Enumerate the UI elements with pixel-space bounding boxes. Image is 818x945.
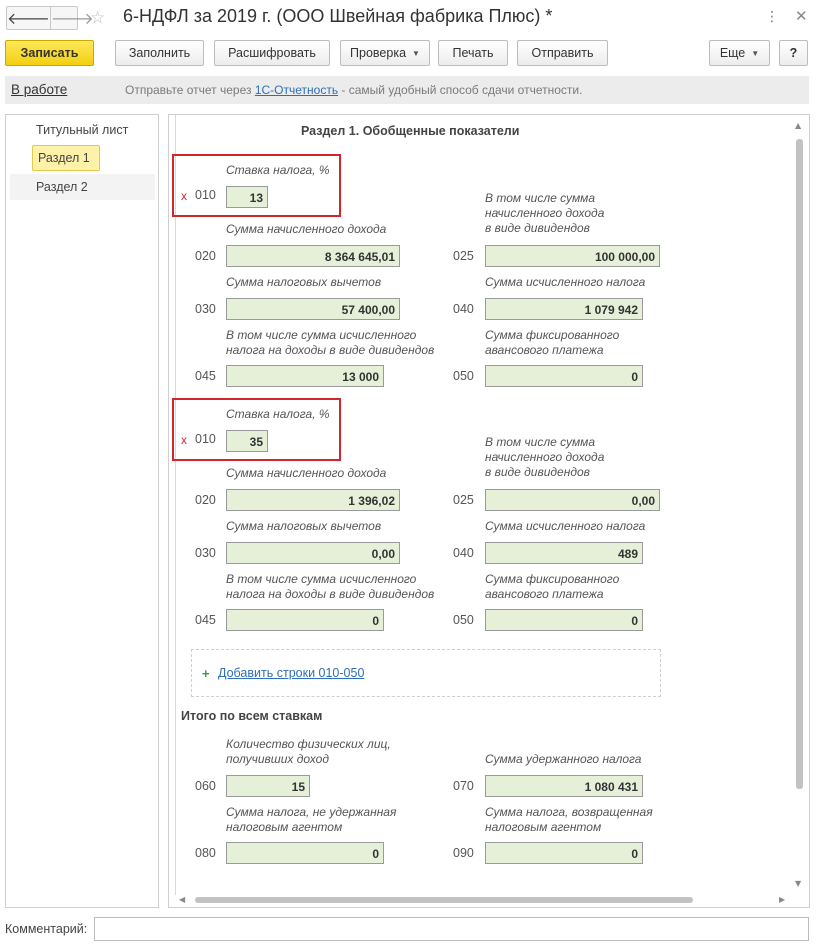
totals-title: Итого по всем ставкам [181,709,323,723]
line-code: 010 [195,188,216,202]
title-bar [0,0,818,36]
back-button[interactable] [7,7,51,29]
label-line: авансового платежа [485,343,604,357]
star-icon[interactable]: ☆ [90,8,106,28]
info-text-before: Отправьте отчет через [125,83,255,97]
label-line: Сумма фиксированного [485,328,620,342]
scroll-up-icon[interactable]: ▲ [795,121,802,130]
label-line: получивших доход [226,752,329,766]
add-rows-link[interactable]: Добавить строки 010-050 [218,666,365,680]
advance-input[interactable]: 0 [485,365,643,387]
dividend-income-input[interactable]: 100 000,00 [485,245,660,267]
line-code: 045 [195,369,216,383]
comment-input[interactable] [94,917,809,941]
income-input[interactable]: 8 364 645,01 [226,245,400,267]
help-button[interactable]: ? [779,40,808,66]
rate-label: Ставка налога, % [226,163,330,177]
arrow-right-icon: 🡒 [50,9,94,28]
income-input[interactable]: 1 396,02 [226,489,400,511]
remove-block-button[interactable]: x [181,189,187,203]
scroll-left-icon[interactable]: ◀ [179,895,186,904]
withheld-label: Сумма удержанного налога [485,752,642,766]
returned-input[interactable]: 0 [485,842,643,864]
income-label: Сумма начисленного дохода [226,466,387,480]
reporting-link[interactable]: 1С-Отчетность [254,83,339,97]
save-button[interactable]: Записать [5,40,94,66]
not-withheld-label [226,805,396,835]
deductions-input[interactable]: 57 400,00 [226,298,400,320]
forward-button[interactable] [51,7,94,29]
line-code: 040 [453,546,474,560]
print-button[interactable]: Печать [438,40,508,66]
scroll-right-icon[interactable]: ▶ [779,895,786,904]
label-line: В том числе сумма [485,435,596,449]
label-line: Сумма налога, не удержанная [226,805,397,819]
horizontal-scroll-thumb[interactable] [195,897,693,903]
rate-label: Ставка налога, % [226,407,330,421]
line-code: 070 [453,779,474,793]
add-rows-area [191,649,661,697]
advance-label [485,572,619,602]
line-code: 025 [453,493,474,507]
label-line: Количество физических лиц, [226,737,391,751]
check-label: Проверка [350,46,407,60]
label-line: в виде дивидендов [485,465,590,479]
vertical-scroll-thumb[interactable] [796,139,803,789]
chevron-down-icon: ▼ [751,48,760,58]
fill-button[interactable]: Заполнить [115,40,204,66]
report-form [168,114,810,908]
history-nav [6,6,94,30]
line-code: 050 [453,369,474,383]
dividend-tax-label [226,572,434,602]
line-code: 020 [195,493,216,507]
label-line: Сумма налога, возвращенная [485,805,653,819]
info-message [125,83,582,97]
not-withheld-input[interactable]: 0 [226,842,384,864]
horizontal-scrollbar[interactable] [179,895,789,905]
dividend-income-input[interactable]: 0,00 [485,489,660,511]
check-dropdown-button[interactable] [340,40,430,66]
line-code: 040 [453,302,474,316]
income-label: Сумма начисленного дохода [226,222,387,236]
rate-input[interactable]: 35 [226,430,268,452]
label-line: налоговым агентом [226,820,343,834]
more-dropdown-button[interactable] [709,40,770,66]
chevron-down-icon: ▼ [412,48,420,58]
label-line: налога на доходы в виде дивидендов [226,587,435,601]
dividend-tax-label [226,328,434,358]
line-code: 025 [453,249,474,263]
line-code: 050 [453,613,474,627]
label-line: авансового платежа [485,587,604,601]
calc-tax-input[interactable]: 489 [485,542,643,564]
decode-button[interactable]: Расшифровать [214,40,330,66]
line-code: 030 [195,302,216,316]
label-line: в виде дивидендов [485,221,590,235]
divider [175,115,176,895]
info-text-after: - самый удобный способ сдачи отчетности. [338,83,583,97]
scroll-down-icon[interactable]: ▼ [795,879,802,888]
line-code: 080 [195,846,216,860]
nav-item-section-1[interactable]: Раздел 1 [32,145,100,171]
deductions-input[interactable]: 0,00 [226,542,400,564]
line-code: 030 [195,546,216,560]
calc-tax-label: Сумма исчисленного налога [485,275,646,289]
label-line: налога на доходы в виде дивидендов [226,343,435,357]
dividend-income-label [485,191,604,236]
section-nav [5,114,159,908]
label-line: В том числе сумма [485,191,596,205]
line-code: 010 [195,432,216,446]
label-line: В том числе сумма исчисленного [226,328,417,342]
line-code: 045 [195,613,216,627]
withheld-input[interactable]: 1 080 431 [485,775,643,797]
line-code: 060 [195,779,216,793]
status-link[interactable]: В работе [11,82,68,97]
info-bar [5,76,809,104]
returned-label [485,805,653,835]
more-label: Еще [719,46,746,60]
remove-block-button[interactable]: x [181,433,187,447]
persons-input[interactable]: 15 [226,775,310,797]
dividend-tax-input[interactable]: 0 [226,609,384,631]
kebab-icon[interactable]: ⋮ [765,9,779,25]
comment-label: Комментарий: [5,922,88,936]
label-line: В том числе сумма исчисленного [226,572,417,586]
label-line: начисленного дохода [485,450,605,464]
label-line: налоговым агентом [485,820,602,834]
advance-label [485,328,619,358]
line-code: 090 [453,846,474,860]
calc-tax-label: Сумма исчисленного налога [485,519,646,533]
section-title: Раздел 1. Обобщенные показатели [301,124,520,138]
nav-item-section-2[interactable]: Раздел 2 [10,174,155,200]
plus-icon[interactable]: + [202,666,210,681]
deductions-label: Сумма налоговых вычетов [226,275,382,289]
send-button[interactable]: Отправить [517,40,608,66]
window-title: 6-НДФЛ за 2019 г. (ООО Швейная фабрика Плюс) * [123,6,553,26]
calc-tax-input[interactable]: 1 079 942 [485,298,643,320]
label-line: Сумма фиксированного [485,572,620,586]
dividend-tax-input[interactable]: 13 000 [226,365,384,387]
nav-item-title-page[interactable]: Титульный лист [36,123,129,137]
close-icon[interactable]: ✕ [795,7,808,25]
deductions-label: Сумма налоговых вычетов [226,519,382,533]
label-line: начисленного дохода [485,206,605,220]
line-code: 020 [195,249,216,263]
vertical-scrollbar[interactable] [793,119,805,895]
advance-input[interactable]: 0 [485,609,643,631]
rate-input[interactable]: 13 [226,186,268,208]
arrow-left-icon: 🡐 [7,9,50,28]
persons-label [226,737,391,767]
dividend-income-label [485,435,604,480]
